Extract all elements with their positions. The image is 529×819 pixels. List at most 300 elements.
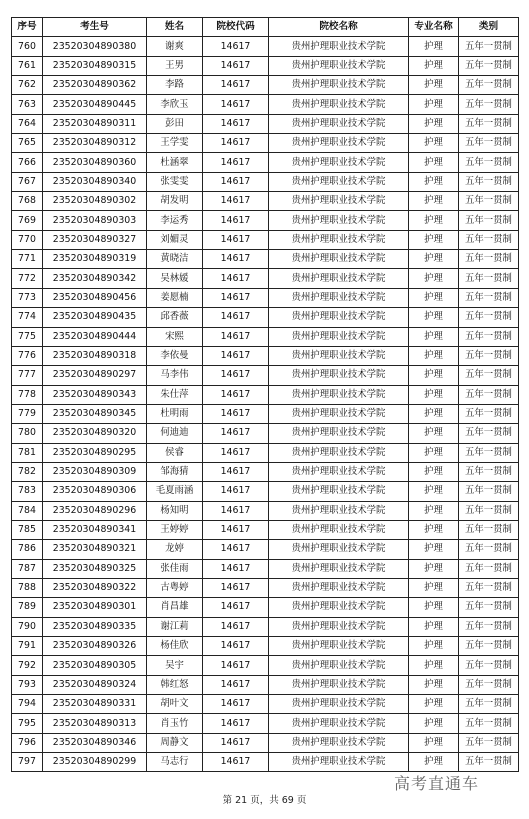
- cell-school-code: 14617: [203, 230, 269, 249]
- header-school-name: 院校名称: [269, 18, 409, 37]
- table-row: [12, 37, 519, 56]
- table-row: [12, 211, 519, 230]
- cell-major: 护理: [409, 578, 459, 597]
- cell-candidate-number: 23520304890315: [43, 56, 147, 75]
- cell-candidate-number: 23520304890309: [43, 462, 147, 481]
- cell-major: 护理: [409, 385, 459, 404]
- cell-candidate-number: 23520304890303: [43, 211, 147, 230]
- table-row: [12, 540, 519, 559]
- cell-major: 护理: [409, 714, 459, 733]
- cell-major: 护理: [409, 56, 459, 75]
- cell-school-code: 14617: [203, 56, 269, 75]
- cell-school-name: 贵州护理职业技术学院: [269, 714, 409, 733]
- cell-major: 护理: [409, 250, 459, 269]
- cell-school-name: 贵州护理职业技术学院: [269, 37, 409, 56]
- cell-category: 五年一贯制: [459, 462, 519, 481]
- admission-table: [11, 17, 519, 772]
- cell-name: 龙婷: [147, 540, 203, 559]
- cell-candidate-number: 23520304890305: [43, 656, 147, 675]
- cell-school-code: 14617: [203, 520, 269, 539]
- page-number: 第 21 页，共 69 页: [222, 795, 307, 806]
- cell-candidate-number: 23520304890456: [43, 288, 147, 307]
- cell-candidate-number: 23520304890295: [43, 443, 147, 462]
- cell-category: 五年一贯制: [459, 134, 519, 153]
- table-row: [12, 753, 519, 772]
- cell-candidate-number: 23520304890444: [43, 327, 147, 346]
- table-row: [12, 443, 519, 462]
- cell-major: 护理: [409, 520, 459, 539]
- cell-major: 护理: [409, 308, 459, 327]
- cell-index: 782: [12, 462, 43, 481]
- cell-index: 783: [12, 482, 43, 501]
- cell-candidate-number: 23520304890343: [43, 385, 147, 404]
- cell-name: 黄晓洁: [147, 250, 203, 269]
- cell-school-name: 贵州护理职业技术学院: [269, 56, 409, 75]
- cell-index: 771: [12, 250, 43, 269]
- cell-index: 797: [12, 753, 43, 772]
- cell-category: 五年一贯制: [459, 617, 519, 636]
- table-row: [12, 288, 519, 307]
- table-row: [12, 346, 519, 365]
- cell-school-code: 14617: [203, 134, 269, 153]
- cell-index: 765: [12, 134, 43, 153]
- table-header-row: [12, 18, 519, 37]
- cell-candidate-number: 23520304890321: [43, 540, 147, 559]
- cell-school-code: 14617: [203, 250, 269, 269]
- cell-index: 777: [12, 366, 43, 385]
- cell-name: 王男: [147, 56, 203, 75]
- cell-school-code: 14617: [203, 675, 269, 694]
- cell-school-name: 贵州护理职业技术学院: [269, 76, 409, 95]
- table-row: [12, 637, 519, 656]
- cell-school-code: 14617: [203, 753, 269, 772]
- cell-candidate-number: 23520304890319: [43, 250, 147, 269]
- cell-school-code: 14617: [203, 559, 269, 578]
- cell-category: 五年一贯制: [459, 714, 519, 733]
- table-row: [12, 656, 519, 675]
- cell-candidate-number: 23520304890299: [43, 753, 147, 772]
- cell-name: 毛夏雨涵: [147, 482, 203, 501]
- cell-index: 787: [12, 559, 43, 578]
- table-row: [12, 501, 519, 520]
- cell-school-name: 贵州护理职业技术学院: [269, 172, 409, 191]
- cell-school-code: 14617: [203, 462, 269, 481]
- cell-name: 杨知明: [147, 501, 203, 520]
- cell-name: 李欣玉: [147, 95, 203, 114]
- cell-major: 护理: [409, 134, 459, 153]
- cell-school-name: 贵州护理职业技术学院: [269, 598, 409, 617]
- cell-school-code: 14617: [203, 114, 269, 133]
- cell-name: 王学雯: [147, 134, 203, 153]
- cell-school-name: 贵州护理职业技术学院: [269, 578, 409, 597]
- table-row: [12, 559, 519, 578]
- cell-candidate-number: 23520304890435: [43, 308, 147, 327]
- cell-index: 768: [12, 192, 43, 211]
- cell-category: 五年一贯制: [459, 366, 519, 385]
- cell-name: 杨佳欣: [147, 637, 203, 656]
- cell-category: 五年一贯制: [459, 153, 519, 172]
- table-row: [12, 385, 519, 404]
- cell-name: 肖玉竹: [147, 714, 203, 733]
- cell-category: 五年一贯制: [459, 385, 519, 404]
- cell-major: 护理: [409, 733, 459, 752]
- table-row: [12, 114, 519, 133]
- cell-category: 五年一贯制: [459, 501, 519, 520]
- cell-category: 五年一贯制: [459, 211, 519, 230]
- cell-category: 五年一贯制: [459, 675, 519, 694]
- cell-school-name: 贵州护理职业技术学院: [269, 520, 409, 539]
- cell-school-name: 贵州护理职业技术学院: [269, 695, 409, 714]
- cell-school-code: 14617: [203, 578, 269, 597]
- cell-school-code: 14617: [203, 269, 269, 288]
- cell-index: 792: [12, 656, 43, 675]
- cell-school-name: 贵州护理职业技术学院: [269, 230, 409, 249]
- cell-school-code: 14617: [203, 695, 269, 714]
- cell-candidate-number: 23520304890320: [43, 424, 147, 443]
- table-row: [12, 327, 519, 346]
- cell-name: 马李伟: [147, 366, 203, 385]
- cell-school-code: 14617: [203, 617, 269, 636]
- cell-category: 五年一贯制: [459, 327, 519, 346]
- cell-name: 姜愿楠: [147, 288, 203, 307]
- cell-index: 779: [12, 404, 43, 423]
- cell-candidate-number: 23520304890312: [43, 134, 147, 153]
- cell-candidate-number: 23520304890341: [43, 520, 147, 539]
- cell-name: 李运秀: [147, 211, 203, 230]
- cell-candidate-number: 23520304890445: [43, 95, 147, 114]
- cell-category: 五年一贯制: [459, 288, 519, 307]
- cell-school-name: 贵州护理职业技术学院: [269, 153, 409, 172]
- cell-index: 794: [12, 695, 43, 714]
- cell-name: 肖昌雄: [147, 598, 203, 617]
- cell-major: 护理: [409, 230, 459, 249]
- cell-school-code: 14617: [203, 288, 269, 307]
- cell-index: 784: [12, 501, 43, 520]
- cell-category: 五年一贯制: [459, 230, 519, 249]
- admission-list: [11, 17, 518, 772]
- cell-candidate-number: 23520304890327: [43, 230, 147, 249]
- cell-index: 788: [12, 578, 43, 597]
- cell-index: 774: [12, 308, 43, 327]
- cell-major: 护理: [409, 598, 459, 617]
- table-body: [12, 37, 519, 772]
- cell-school-name: 贵州护理职业技术学院: [269, 211, 409, 230]
- cell-candidate-number: 23520304890345: [43, 404, 147, 423]
- cell-major: 护理: [409, 482, 459, 501]
- cell-candidate-number: 23520304890362: [43, 76, 147, 95]
- cell-index: 781: [12, 443, 43, 462]
- table-row: [12, 95, 519, 114]
- header-name: 姓名: [147, 18, 203, 37]
- cell-name: 朱仕萍: [147, 385, 203, 404]
- cell-school-code: 14617: [203, 76, 269, 95]
- cell-category: 五年一贯制: [459, 404, 519, 423]
- cell-index: 766: [12, 153, 43, 172]
- cell-name: 张雯雯: [147, 172, 203, 191]
- cell-major: 护理: [409, 37, 459, 56]
- table-row: [12, 617, 519, 636]
- cell-index: 764: [12, 114, 43, 133]
- cell-name: 何迪迪: [147, 424, 203, 443]
- cell-school-code: 14617: [203, 366, 269, 385]
- cell-candidate-number: 23520304890297: [43, 366, 147, 385]
- cell-category: 五年一贯制: [459, 695, 519, 714]
- cell-index: 791: [12, 637, 43, 656]
- cell-school-name: 贵州护理职业技术学院: [269, 617, 409, 636]
- cell-school-code: 14617: [203, 424, 269, 443]
- cell-index: 795: [12, 714, 43, 733]
- cell-category: 五年一贯制: [459, 346, 519, 365]
- cell-category: 五年一贯制: [459, 95, 519, 114]
- cell-category: 五年一贯制: [459, 424, 519, 443]
- cell-candidate-number: 23520304890306: [43, 482, 147, 501]
- cell-school-code: 14617: [203, 404, 269, 423]
- cell-name: 李依曼: [147, 346, 203, 365]
- cell-major: 护理: [409, 540, 459, 559]
- cell-category: 五年一贯制: [459, 76, 519, 95]
- cell-name: 古粤婷: [147, 578, 203, 597]
- cell-name: 马志行: [147, 753, 203, 772]
- cell-school-name: 贵州护理职业技术学院: [269, 95, 409, 114]
- table-row: [12, 192, 519, 211]
- cell-candidate-number: 23520304890325: [43, 559, 147, 578]
- cell-major: 护理: [409, 559, 459, 578]
- table-row: [12, 733, 519, 752]
- cell-major: 护理: [409, 172, 459, 191]
- cell-category: 五年一贯制: [459, 308, 519, 327]
- cell-name: 张佳雨: [147, 559, 203, 578]
- cell-major: 护理: [409, 76, 459, 95]
- table-row: [12, 172, 519, 191]
- cell-candidate-number: 23520304890313: [43, 714, 147, 733]
- cell-school-name: 贵州护理职业技术学院: [269, 134, 409, 153]
- cell-school-name: 贵州护理职业技术学院: [269, 269, 409, 288]
- table-row: [12, 134, 519, 153]
- cell-school-code: 14617: [203, 327, 269, 346]
- cell-major: 护理: [409, 637, 459, 656]
- cell-candidate-number: 23520304890331: [43, 695, 147, 714]
- cell-school-name: 贵州护理职业技术学院: [269, 327, 409, 346]
- cell-candidate-number: 23520304890326: [43, 637, 147, 656]
- cell-school-name: 贵州护理职业技术学院: [269, 482, 409, 501]
- cell-category: 五年一贯制: [459, 559, 519, 578]
- table-row: [12, 250, 519, 269]
- table-row: [12, 675, 519, 694]
- table-row: [12, 366, 519, 385]
- cell-index: 790: [12, 617, 43, 636]
- cell-name: 吴林媛: [147, 269, 203, 288]
- cell-major: 护理: [409, 114, 459, 133]
- header-school-code: 院校代码: [203, 18, 269, 37]
- cell-candidate-number: 23520304890311: [43, 114, 147, 133]
- cell-name: 谢爽: [147, 37, 203, 56]
- table-row: [12, 76, 519, 95]
- cell-category: 五年一贯制: [459, 540, 519, 559]
- cell-school-code: 14617: [203, 656, 269, 675]
- cell-candidate-number: 23520304890380: [43, 37, 147, 56]
- cell-name: 杜涵翠: [147, 153, 203, 172]
- cell-school-code: 14617: [203, 637, 269, 656]
- table-row: [12, 482, 519, 501]
- cell-school-code: 14617: [203, 598, 269, 617]
- cell-school-name: 贵州护理职业技术学院: [269, 637, 409, 656]
- cell-candidate-number: 23520304890301: [43, 598, 147, 617]
- cell-candidate-number: 23520304890318: [43, 346, 147, 365]
- cell-school-code: 14617: [203, 346, 269, 365]
- cell-school-name: 贵州护理职业技术学院: [269, 308, 409, 327]
- cell-school-code: 14617: [203, 714, 269, 733]
- cell-school-name: 贵州护理职业技术学院: [269, 675, 409, 694]
- cell-candidate-number: 23520304890302: [43, 192, 147, 211]
- cell-candidate-number: 23520304890335: [43, 617, 147, 636]
- cell-school-code: 14617: [203, 192, 269, 211]
- cell-index: 762: [12, 76, 43, 95]
- cell-name: 周静文: [147, 733, 203, 752]
- cell-category: 五年一贯制: [459, 482, 519, 501]
- cell-name: 胡发明: [147, 192, 203, 211]
- cell-school-code: 14617: [203, 172, 269, 191]
- cell-category: 五年一贯制: [459, 443, 519, 462]
- table-row: [12, 56, 519, 75]
- cell-school-code: 14617: [203, 95, 269, 114]
- cell-category: 五年一贯制: [459, 114, 519, 133]
- cell-major: 护理: [409, 501, 459, 520]
- cell-major: 护理: [409, 269, 459, 288]
- cell-name: 侯睿: [147, 443, 203, 462]
- cell-index: 769: [12, 211, 43, 230]
- cell-school-name: 贵州护理职业技术学院: [269, 385, 409, 404]
- cell-school-name: 贵州护理职业技术学院: [269, 656, 409, 675]
- cell-name: 邹海猜: [147, 462, 203, 481]
- cell-school-code: 14617: [203, 733, 269, 752]
- cell-major: 护理: [409, 153, 459, 172]
- cell-major: 护理: [409, 753, 459, 772]
- watermark-text: 高考直通车: [394, 774, 480, 793]
- cell-category: 五年一贯制: [459, 37, 519, 56]
- cell-school-name: 贵州护理职业技术学院: [269, 462, 409, 481]
- cell-index: 789: [12, 598, 43, 617]
- header-category: 类别: [459, 18, 519, 37]
- cell-candidate-number: 23520304890322: [43, 578, 147, 597]
- header-index: 序号: [12, 18, 43, 37]
- cell-school-name: 贵州护理职业技术学院: [269, 192, 409, 211]
- cell-major: 护理: [409, 656, 459, 675]
- cell-school-name: 贵州护理职业技术学院: [269, 250, 409, 269]
- table-row: [12, 695, 519, 714]
- cell-school-name: 贵州护理职业技术学院: [269, 404, 409, 423]
- cell-category: 五年一贯制: [459, 56, 519, 75]
- cell-major: 护理: [409, 192, 459, 211]
- cell-school-name: 贵州护理职业技术学院: [269, 114, 409, 133]
- cell-name: 彭田: [147, 114, 203, 133]
- table-row: [12, 578, 519, 597]
- cell-index: 778: [12, 385, 43, 404]
- cell-school-name: 贵州护理职业技术学院: [269, 424, 409, 443]
- cell-name: 胡叶文: [147, 695, 203, 714]
- cell-name: 吴宇: [147, 656, 203, 675]
- cell-school-code: 14617: [203, 308, 269, 327]
- cell-name: 邱香薇: [147, 308, 203, 327]
- cell-category: 五年一贯制: [459, 250, 519, 269]
- cell-school-name: 贵州护理职业技术学院: [269, 753, 409, 772]
- cell-major: 护理: [409, 95, 459, 114]
- cell-index: 775: [12, 327, 43, 346]
- table-row: [12, 520, 519, 539]
- cell-major: 护理: [409, 617, 459, 636]
- cell-index: 770: [12, 230, 43, 249]
- cell-school-code: 14617: [203, 153, 269, 172]
- cell-index: 786: [12, 540, 43, 559]
- cell-major: 护理: [409, 366, 459, 385]
- cell-candidate-number: 23520304890324: [43, 675, 147, 694]
- table-row: [12, 153, 519, 172]
- cell-major: 护理: [409, 288, 459, 307]
- cell-category: 五年一贯制: [459, 520, 519, 539]
- cell-candidate-number: 23520304890340: [43, 172, 147, 191]
- cell-index: 785: [12, 520, 43, 539]
- cell-school-name: 贵州护理职业技术学院: [269, 443, 409, 462]
- cell-school-name: 贵州护理职业技术学院: [269, 288, 409, 307]
- cell-index: 767: [12, 172, 43, 191]
- cell-index: 796: [12, 733, 43, 752]
- cell-major: 护理: [409, 424, 459, 443]
- table-row: [12, 424, 519, 443]
- cell-school-code: 14617: [203, 443, 269, 462]
- cell-index: 772: [12, 269, 43, 288]
- cell-index: 780: [12, 424, 43, 443]
- cell-school-name: 贵州护理职业技术学院: [269, 559, 409, 578]
- cell-index: 776: [12, 346, 43, 365]
- table-row: [12, 462, 519, 481]
- cell-school-code: 14617: [203, 211, 269, 230]
- cell-name: 宋熙: [147, 327, 203, 346]
- cell-major: 护理: [409, 404, 459, 423]
- cell-major: 护理: [409, 462, 459, 481]
- table-row: [12, 598, 519, 617]
- cell-category: 五年一贯制: [459, 172, 519, 191]
- table-row: [12, 714, 519, 733]
- cell-major: 护理: [409, 327, 459, 346]
- cell-index: 760: [12, 37, 43, 56]
- cell-name: 谢江莉: [147, 617, 203, 636]
- cell-school-name: 贵州护理职业技术学院: [269, 733, 409, 752]
- cell-school-code: 14617: [203, 540, 269, 559]
- cell-school-code: 14617: [203, 385, 269, 404]
- cell-major: 护理: [409, 211, 459, 230]
- cell-name: 李路: [147, 76, 203, 95]
- cell-name: 刘媚灵: [147, 230, 203, 249]
- cell-school-code: 14617: [203, 37, 269, 56]
- cell-school-name: 贵州护理职业技术学院: [269, 346, 409, 365]
- cell-index: 763: [12, 95, 43, 114]
- cell-name: 韩红怒: [147, 675, 203, 694]
- cell-candidate-number: 23520304890346: [43, 733, 147, 752]
- cell-major: 护理: [409, 346, 459, 365]
- cell-major: 护理: [409, 675, 459, 694]
- header-major: 专业名称: [409, 18, 459, 37]
- table-row: [12, 230, 519, 249]
- table-row: [12, 308, 519, 327]
- cell-category: 五年一贯制: [459, 733, 519, 752]
- cell-index: 761: [12, 56, 43, 75]
- cell-candidate-number: 23520304890342: [43, 269, 147, 288]
- table-row: [12, 404, 519, 423]
- cell-school-name: 贵州护理职业技术学院: [269, 540, 409, 559]
- cell-category: 五年一贯制: [459, 637, 519, 656]
- cell-major: 护理: [409, 443, 459, 462]
- cell-index: 793: [12, 675, 43, 694]
- cell-name: 王婷婷: [147, 520, 203, 539]
